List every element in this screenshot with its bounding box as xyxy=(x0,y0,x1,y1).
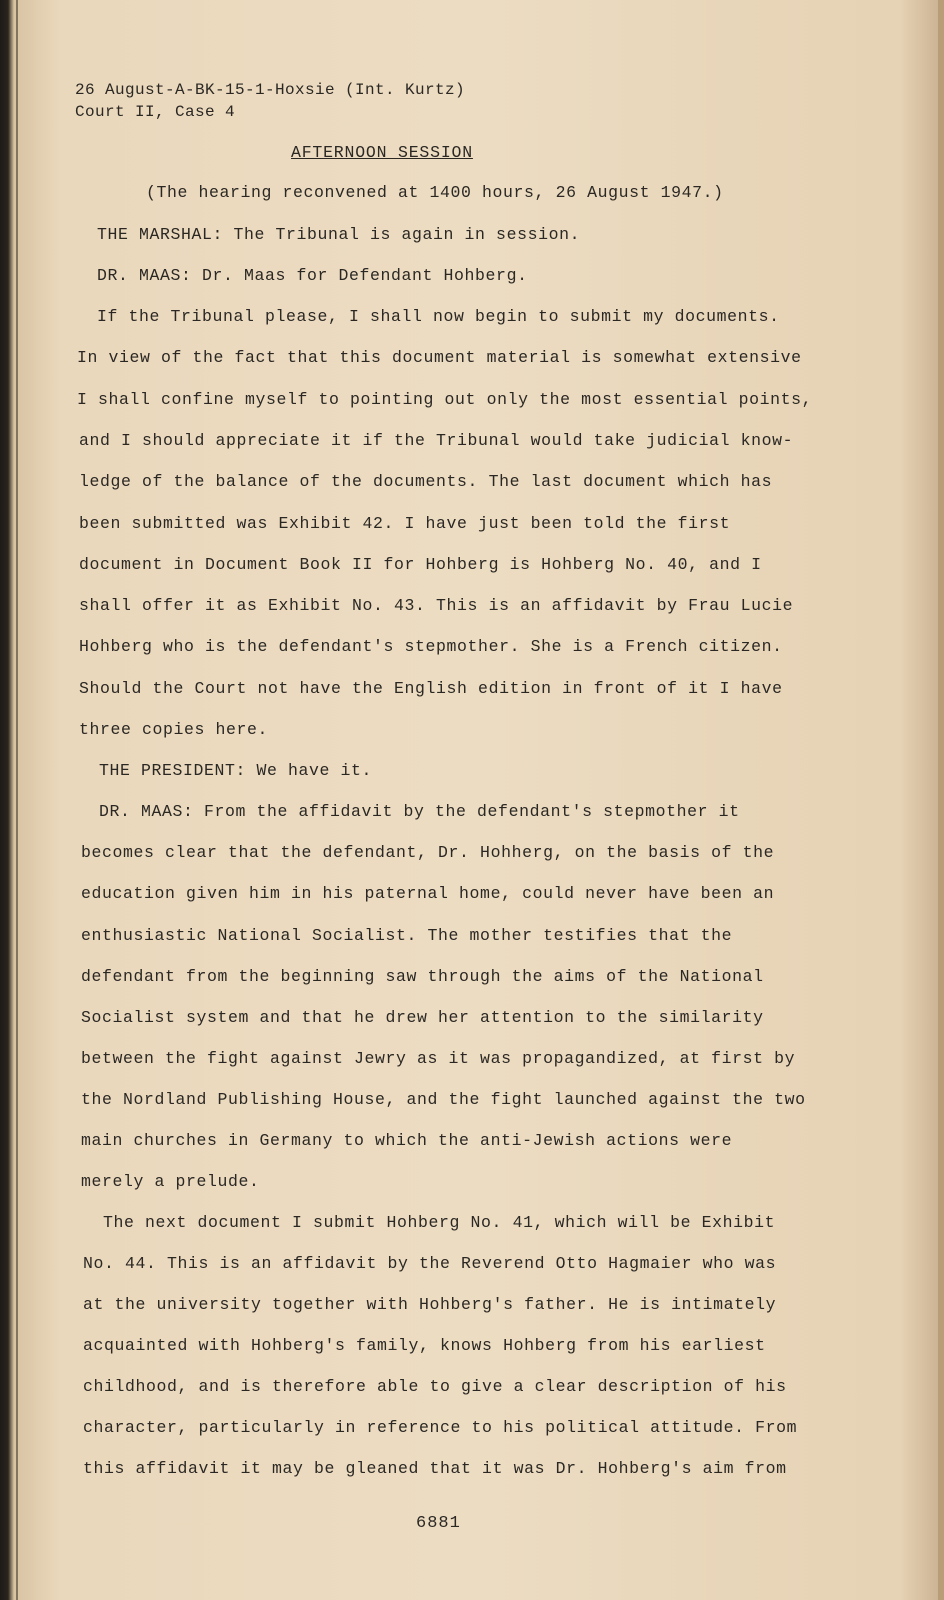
body-line: character, particularly in reference to his political attitude. From xyxy=(83,1418,798,1437)
body-line: shall offer it as Exhibit No. 43. This is an affidavit by Frau Lucie xyxy=(79,596,794,615)
header-line-1: 26 August-A-BK-15-1-Hoxsie (Int. Kurtz) xyxy=(75,81,466,99)
body-line: No. 44. This is an affidavit by the Reverend Otto Hagmaier who was xyxy=(83,1254,777,1273)
body-line: defendant from the beginning saw through the aims of the National xyxy=(81,967,764,986)
body-line: THE PRESIDENT: We have it. xyxy=(99,761,373,780)
body-line: Socialist system and that he drew her attention to the similarity xyxy=(81,1008,764,1027)
body-line: DR. MAAS: Dr. Maas for Defendant Hohberg. xyxy=(97,266,528,285)
body-line: the Nordland Publishing House, and the fight launched against the two xyxy=(81,1090,806,1109)
page-binding-edge xyxy=(16,0,18,1600)
session-title: AFTERNOON SESSION xyxy=(291,143,473,162)
header-line-2: Court II, Case 4 xyxy=(75,103,236,121)
body-line: education given him in his paternal home, could never have been an xyxy=(81,884,775,903)
body-line: If the Tribunal please, I shall now begin to submit my documents. xyxy=(97,307,780,326)
body-line: been submitted was Exhibit 42. I have just been told the first xyxy=(79,514,731,533)
body-line: childhood, and is therefore able to give a clear description of his xyxy=(83,1377,787,1396)
body-line: this affidavit it may be gleaned that it was Dr. Hohberg's aim from xyxy=(83,1459,787,1478)
body-line: three copies here. xyxy=(79,720,269,739)
body-line: I shall confine myself to pointing out only the most essential points, xyxy=(77,390,813,409)
body-line: ledge of the balance of the documents. The last document which has xyxy=(79,472,773,491)
page-number: 6881 xyxy=(416,1514,461,1533)
body-line: acquainted with Hohberg's family, knows Hohberg from his earliest xyxy=(83,1336,766,1355)
body-line: (The hearing reconvened at 1400 hours, 26 August 1947.) xyxy=(146,183,724,202)
body-line: between the fight against Jewry as it was propagandized, at first by xyxy=(81,1049,796,1068)
body-line: Hohberg who is the defendant's stepmother. She is a French citizen. xyxy=(79,637,783,656)
body-line: In view of the fact that this document material is somewhat extensive xyxy=(77,348,802,367)
page-right-edge xyxy=(938,0,944,1600)
body-line: becomes clear that the defendant, Dr. Hohherg, on the basis of the xyxy=(81,843,775,862)
body-line: enthusiastic National Socialist. The mother testifies that the xyxy=(81,926,733,945)
body-line: merely a prelude. xyxy=(81,1172,260,1191)
body-line: main churches in Germany to which the anti-Jewish actions were xyxy=(81,1131,733,1150)
body-line: The next document I submit Hohberg No. 41, which will be Exhibit xyxy=(103,1213,776,1232)
body-line: DR. MAAS: From the affidavit by the defendant's stepmother it xyxy=(99,802,740,821)
body-line: document in Document Book II for Hohberg is Hohberg No. 40, and I xyxy=(79,555,762,574)
body-line: at the university together with Hohberg's father. He is intimately xyxy=(83,1295,777,1314)
body-line: THE MARSHAL: The Tribunal is again in session. xyxy=(97,225,581,244)
body-line: Should the Court not have the English edition in front of it I have xyxy=(79,679,783,698)
body-line: and I should appreciate it if the Tribunal would take judicial know- xyxy=(79,431,794,450)
